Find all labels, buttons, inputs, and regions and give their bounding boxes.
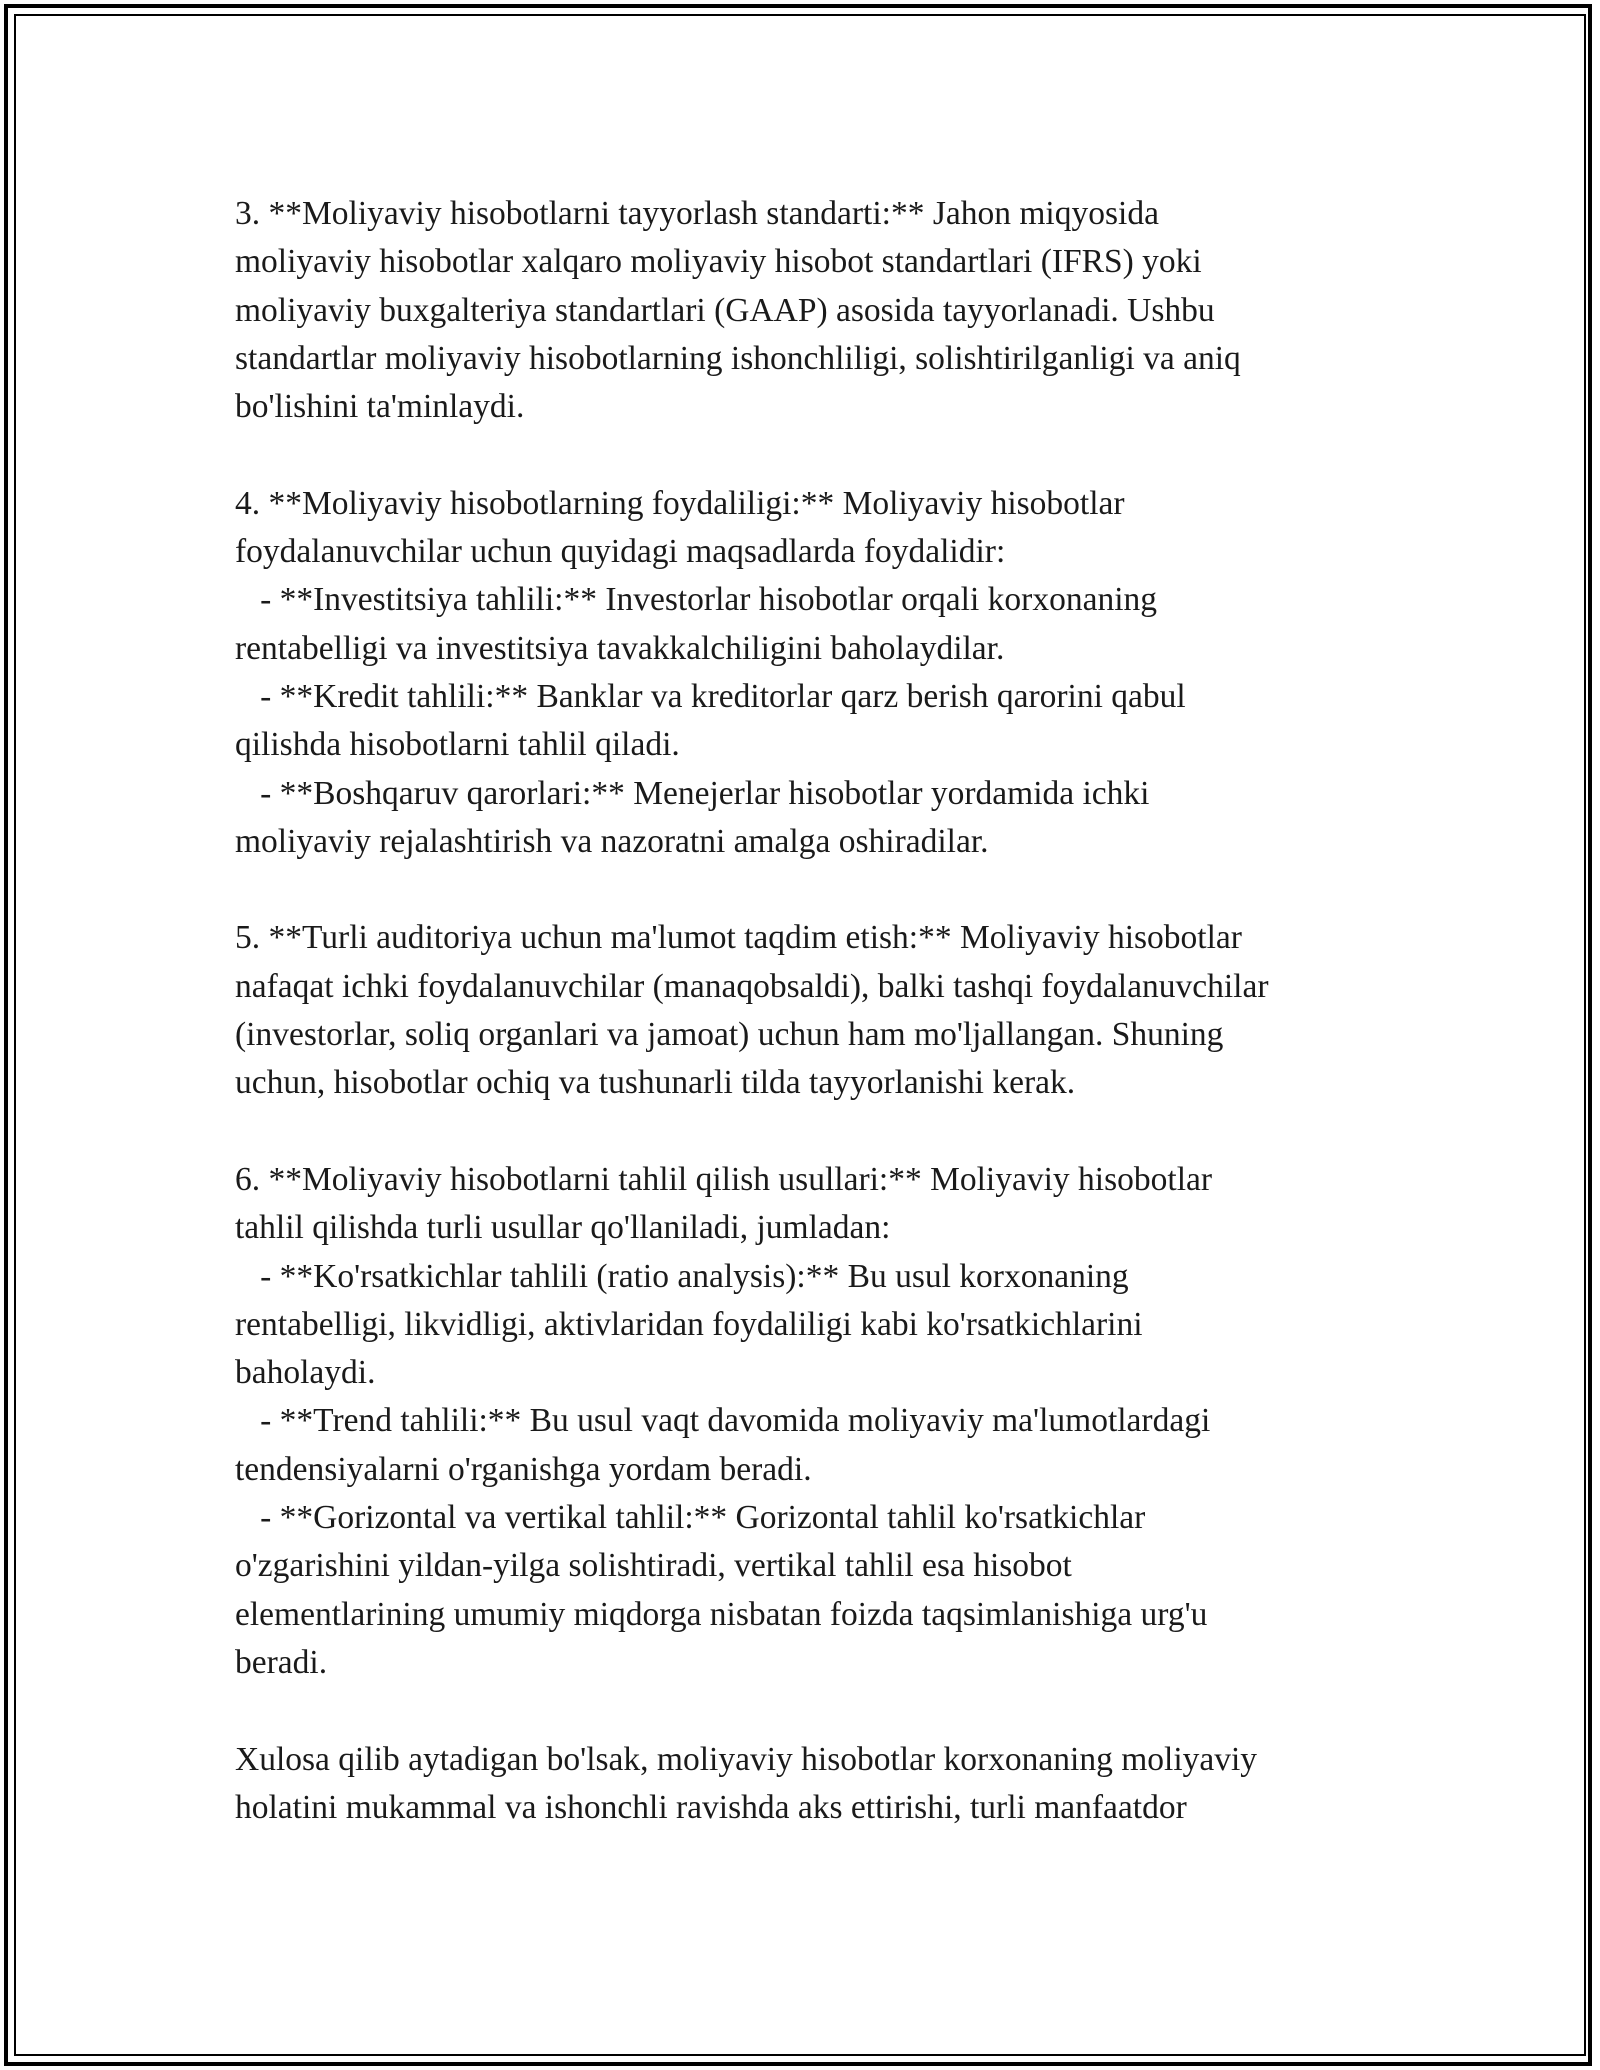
- paragraph-usefulness: [235, 480, 1395, 866]
- text-line: (investorlar, soliq organlari va jamoat) uchun ham mo'ljallangan. Shuning: [235, 1016, 1224, 1054]
- text-line: - **Gorizontal va vertikal tahlil:** Gorizontal tahlil ko'rsatkichlar: [235, 1499, 1146, 1537]
- text-line: baholaydi.: [235, 1354, 376, 1392]
- text-line: elementlarining umumiy miqdorga nisbatan foizda taqsimlanishiga urg'u: [235, 1595, 1208, 1633]
- text-line: tendensiyalarni o'rganishga yordam beradi.: [235, 1450, 812, 1488]
- text-line: holatini mukammal va ishonchli ravishda aks ettirishi, turli manfaatdor: [235, 1788, 1187, 1826]
- text-line: rentabelligi, likvidligi, aktivlaridan foydaliligi kabi ko'rsatkichlarini: [235, 1305, 1143, 1343]
- text-line: standartlar moliyaviy hisobotlarning ishonchliligi, solishtirilganligi va aniq: [235, 339, 1241, 377]
- text-line: rentabelligi va investitsiya tavakkalchiligini baholaydilar.: [235, 629, 1005, 667]
- text-line: moliyaviy buxgalteriya standartlari (GAAP) asosida tayyorlanadi. Ushbu: [235, 291, 1215, 329]
- paragraph-conclusion: [235, 1736, 1395, 1833]
- text-line: - **Investitsiya tahlili:** Investorlar hisobotlar orqali korxonaning: [235, 581, 1158, 619]
- text-line: 4. **Moliyaviy hisobotlarning foydaliligi:** Moliyaviy hisobotlar: [235, 484, 1125, 522]
- text-line: - **Kredit tahlili:** Banklar va kreditorlar qarz berish qarorini qabul: [235, 677, 1186, 715]
- text-line: 3. **Moliyaviy hisobotlarni tayyorlash standarti:** Jahon miqyosida: [235, 195, 1159, 232]
- text-line: tahlil qilishda turli usullar qo'llaniladi, jumladan:: [235, 1209, 891, 1247]
- text-line: 6. **Moliyaviy hisobotlarni tahlil qilish usullari:** Moliyaviy hisobotlar: [235, 1160, 1213, 1198]
- document-body: [235, 190, 1395, 1880]
- text-line: nafaqat ichki foydalanuvchilar (manaqobsaldi), balki tashqi foydalanuvchilar: [235, 967, 1269, 1005]
- text-line: - **Boshqaruv qarorlari:** Menejerlar hisobotlar yordamida ichki: [235, 774, 1150, 812]
- text-line: bo'lishini ta'minlaydi.: [235, 388, 525, 426]
- text-line: foydalanuvchilar uchun quyidagi maqsadlarda foydalidir:: [235, 533, 1006, 571]
- text-line: 5. **Turli auditoriya uchun ma'lumot taqdim etish:** Moliyaviy hisobotlar: [235, 919, 1242, 957]
- text-line: Xulosa qilib aytadigan bo'lsak, moliyaviy hisobotlar korxonaning moliyaviy: [235, 1740, 1258, 1778]
- paragraph-audience: [235, 914, 1395, 1107]
- paragraph-analysis-methods: [235, 1156, 1395, 1687]
- text-line: - **Trend tahlili:** Bu usul vaqt davomida moliyaviy ma'lumotlardagi: [235, 1402, 1211, 1440]
- text-line: qilishda hisobotlarni tahlil qiladi.: [235, 726, 680, 764]
- text-line: uchun, hisobotlar ochiq va tushunarli tilda tayyorlanishi kerak.: [235, 1064, 1076, 1102]
- text-line: moliyaviy rejalashtirish va nazoratni amalga oshiradilar.: [235, 822, 989, 860]
- text-line: beradi.: [235, 1643, 328, 1681]
- text-line: - **Ko'rsatkichlar tahlili (ratio analysis):** Bu usul korxonaning: [235, 1257, 1129, 1295]
- text-line: moliyaviy hisobotlar xalqaro moliyaviy hisobot standartlari (IFRS) yoki: [235, 243, 1202, 281]
- text-line: o'zgarishini yildan-yilga solishtiradi, vertikal tahlil esa hisobot: [235, 1547, 1072, 1585]
- paragraph-standards: [235, 190, 1395, 431]
